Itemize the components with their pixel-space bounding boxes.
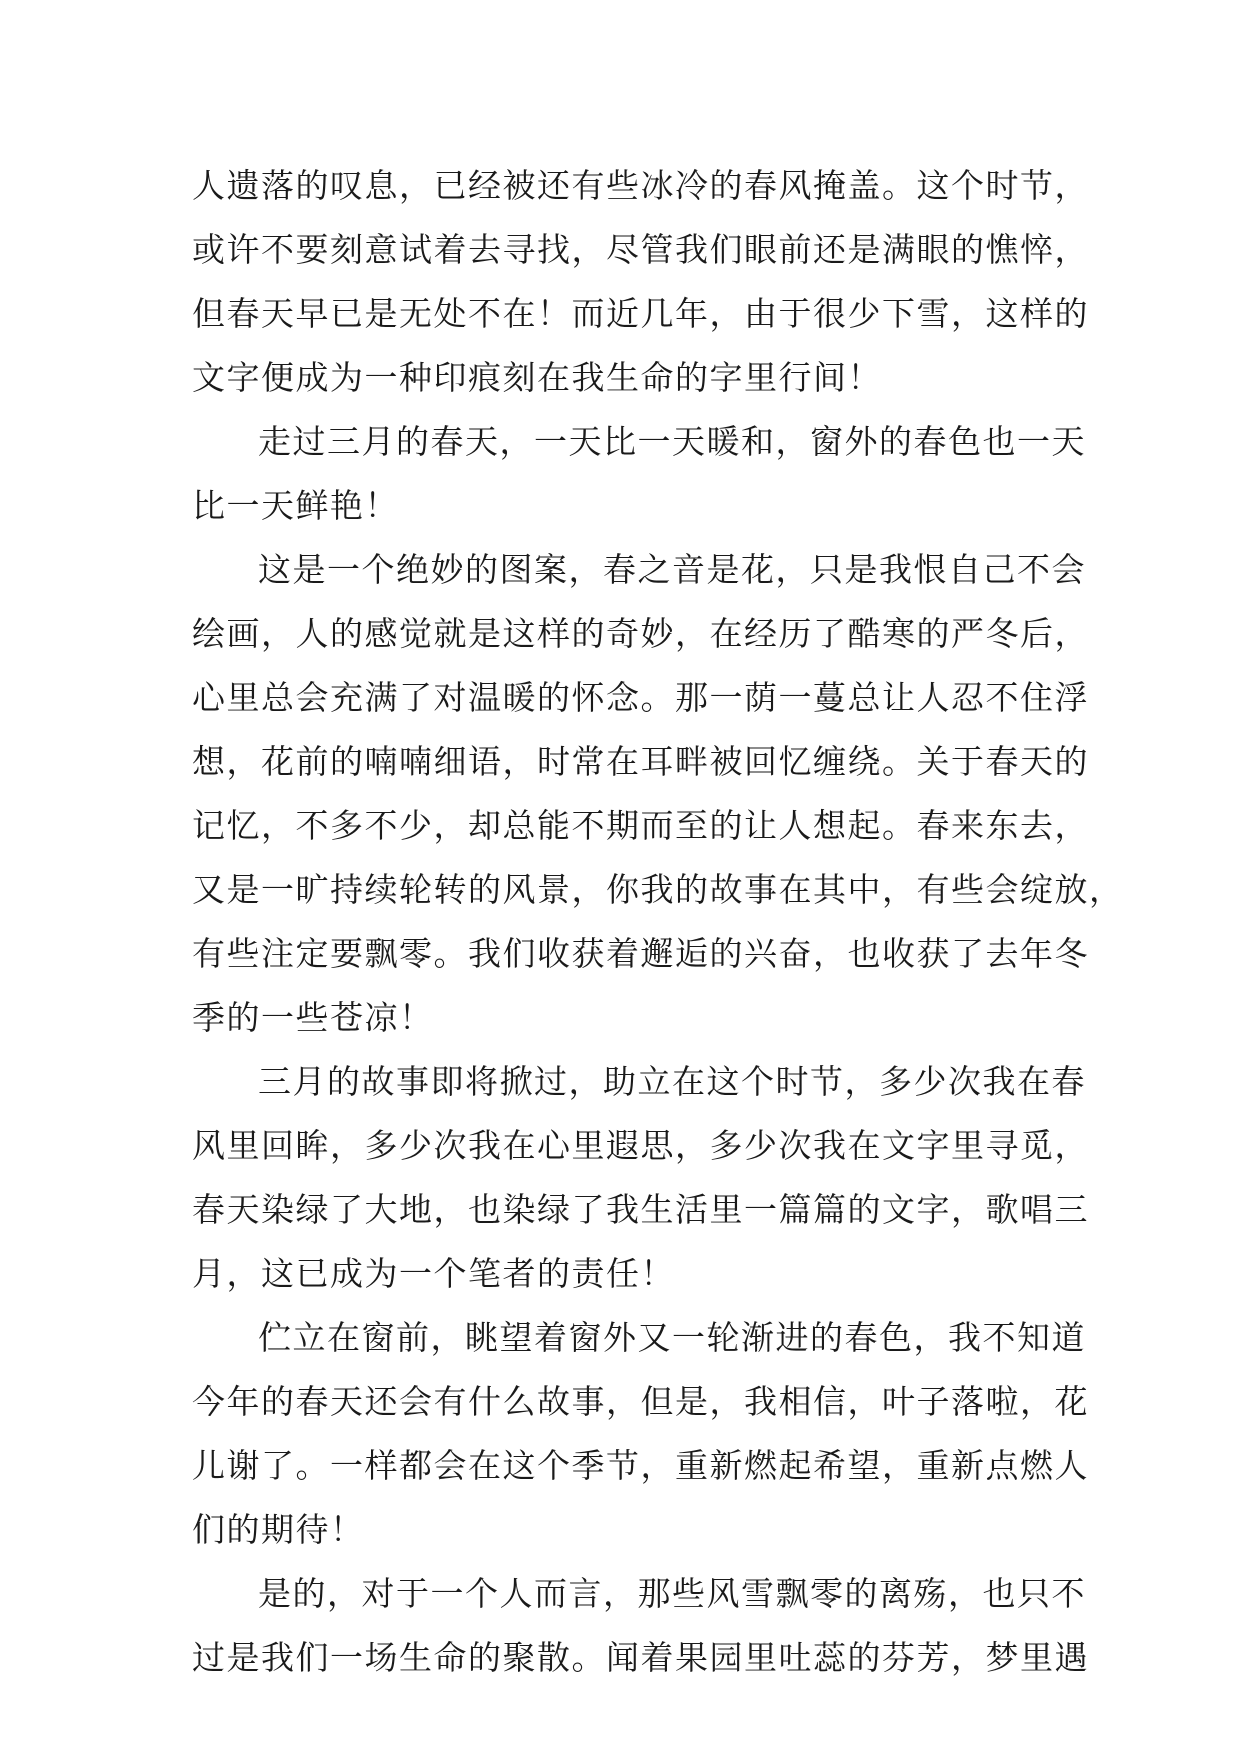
text-line: 月，这已成为一个笔者的责任！	[192, 1254, 675, 1293]
text-line: 想，花前的喃喃细语，时常在耳畔被回忆缠绕。关于春天的	[192, 742, 1089, 781]
text-line: 心里总会充满了对温暖的怀念。那一荫一蔓总让人忍不住浮	[192, 678, 1089, 717]
text-line: 记忆，不多不少，却总能不期而至的让人想起。春来东去，	[192, 806, 1089, 845]
paragraph-first-line: 伫立在窗前，眺望着窗外又一轮渐进的春色，我不知道	[258, 1318, 1086, 1357]
text-line: 风里回眸，多少次我在心里遐思，多少次我在文字里寻觅，	[192, 1126, 1089, 1165]
text-line: 季的一些苍凉！	[192, 998, 434, 1037]
text-line: 们的期待！	[192, 1510, 365, 1549]
text-line: 文字便成为一种印痕刻在我生命的字里行间！	[192, 358, 882, 397]
paragraph-first-line: 是的，对于一个人而言，那些风雪飘零的离殇，也只不	[258, 1574, 1086, 1613]
text-line: 又是一旷持续轮转的风景，你我的故事在其中，有些会绽放，	[192, 870, 1124, 909]
text-line: 今年的春天还会有什么故事，但是，我相信，叶子落啦，花	[192, 1382, 1089, 1421]
text-line: 绘画，人的感觉就是这样的奇妙，在经历了酷寒的严冬后，	[192, 614, 1089, 653]
text-line: 比一天鲜艳！	[192, 486, 399, 525]
text-line: 儿谢了。一样都会在这个季节，重新燃起希望，重新点燃人	[192, 1446, 1089, 1485]
text-line: 人遗落的叹息，已经被还有些冰冷的春风掩盖。这个时节，	[192, 166, 1089, 205]
text-line: 或许不要刻意试着去寻找，尽管我们眼前还是满眼的憔悴，	[192, 230, 1089, 269]
paragraph-first-line: 三月的故事即将掀过，助立在这个时节，多少次我在春	[258, 1062, 1086, 1101]
paragraph-first-line: 这是一个绝妙的图案，春之音是花，只是我恨自己不会	[258, 550, 1086, 589]
text-line: 但春天早已是无处不在！而近几年，由于很少下雪，这样的	[192, 294, 1089, 333]
text-line: 春天染绿了大地，也染绿了我生活里一篇篇的文字，歌唱三	[192, 1190, 1089, 1229]
paragraph-first-line: 走过三月的春天，一天比一天暖和，窗外的春色也一天	[258, 422, 1086, 461]
text-line: 过是我们一场生命的聚散。闻着果园里吐蕊的芬芳，梦里遇	[192, 1638, 1089, 1677]
text-line: 有些注定要飘零。我们收获着邂逅的兴奋，也收获了去年冬	[192, 934, 1089, 973]
